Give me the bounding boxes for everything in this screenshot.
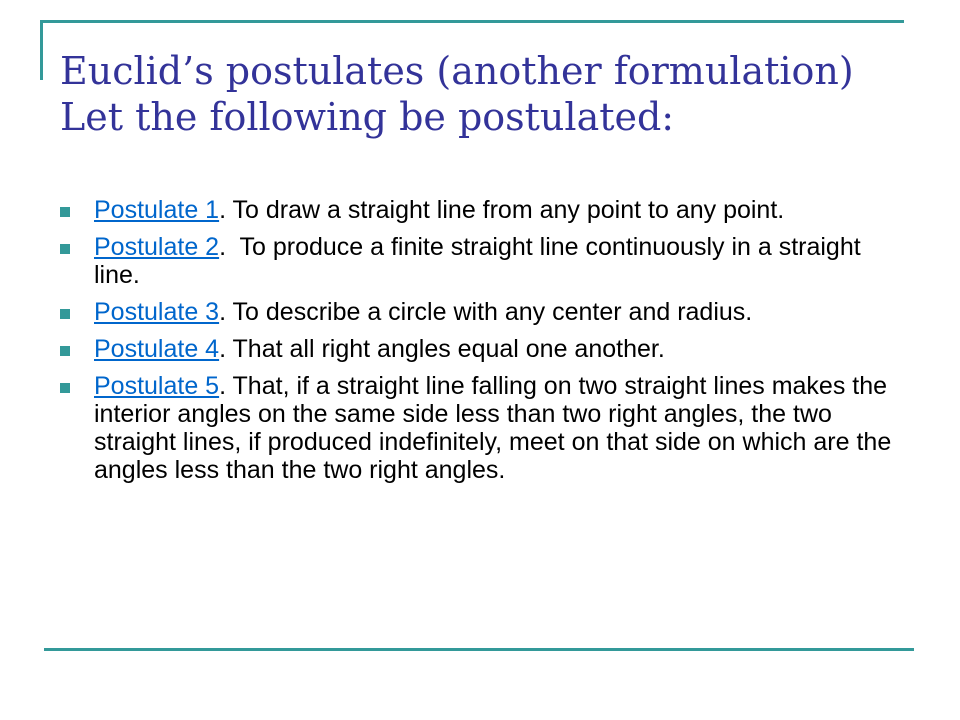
postulate-5-link[interactable]: Postulate 5	[94, 372, 220, 400]
postulate-2-period: .	[219, 233, 227, 261]
postulate-1-period: .	[219, 196, 227, 224]
postulate-4-text: That all right angles equal one another.	[226, 335, 665, 363]
top-rule	[42, 20, 904, 23]
postulate-2-link[interactable]: Postulate 2	[94, 233, 220, 261]
bottom-rule	[44, 648, 914, 651]
left-rule	[40, 20, 43, 80]
square-bullet-icon	[60, 309, 70, 319]
slide-title	[60, 48, 920, 140]
postulate-item-4	[58, 335, 913, 363]
postulate-item-1	[58, 196, 913, 224]
square-bullet-icon	[60, 346, 70, 356]
postulate-3-text: To describe a circle with any center and radius.	[226, 298, 753, 326]
title-line-2: Let the following be postulated:	[60, 95, 675, 139]
postulate-5-period: .	[219, 372, 227, 400]
postulate-4-period: .	[219, 335, 227, 363]
postulate-1-link[interactable]: Postulate 1	[94, 196, 220, 224]
postulate-item-3	[58, 298, 913, 326]
postulate-item-2	[58, 233, 913, 289]
postulate-2-text: To produce a finite straight line continuously in a straight line.	[94, 233, 868, 289]
postulate-item-5	[58, 372, 913, 484]
postulate-list	[58, 196, 913, 493]
square-bullet-icon	[60, 207, 70, 217]
title-line-1: Euclid’s postulates (another formulation)	[60, 49, 854, 93]
postulate-4-link[interactable]: Postulate 4	[94, 335, 220, 363]
postulate-3-link[interactable]: Postulate 3	[94, 298, 220, 326]
square-bullet-icon	[60, 244, 70, 254]
square-bullet-icon	[60, 383, 70, 393]
postulate-5-text: That, if a straight line falling on two straight lines makes the interior angles on the same side less than two right angles, the two straight lines, if produced indefinitely, meet on that side on which are the angles less than the two right angles.	[94, 372, 892, 484]
postulate-1-text: To draw a straight line from any point to any point.	[226, 196, 785, 224]
postulate-3-period: .	[219, 298, 227, 326]
